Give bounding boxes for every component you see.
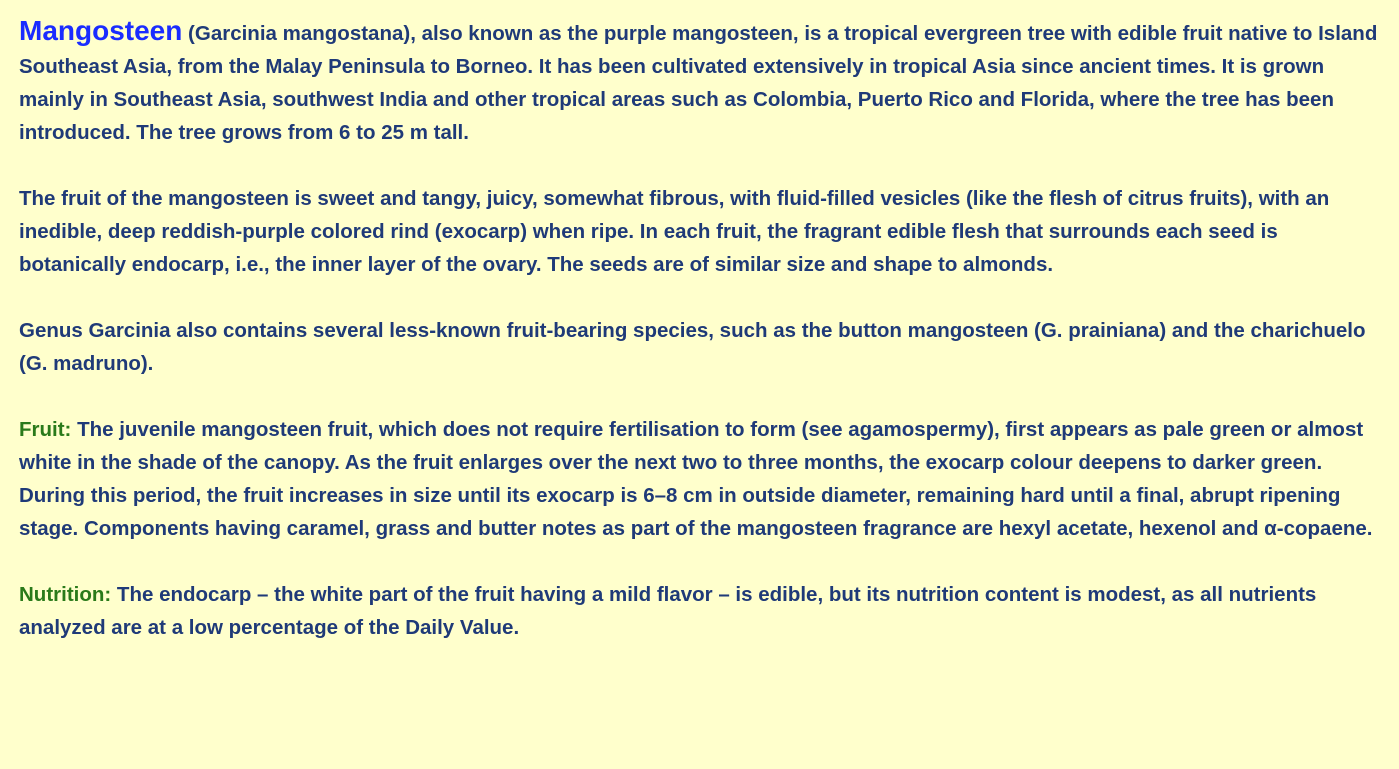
genus-paragraph: Genus Garcinia also contains several less-known fruit-bearing species, such as the button mangosteen (G. prainiana) and the charichuelo (G. madruno). [19,319,1366,375]
nutrition-section-text: The endocarp – the white part of the fruit having a mild flavor – is edible, but its nutrition content is modest, as all nutrients analyzed are at a low percentage of the Daily Value. [19,583,1317,639]
fruit-description-paragraph: The fruit of the mangosteen is sweet and tangy, juicy, somewhat fibrous, with fluid-filled vesicles (like the flesh of citrus fruits), with an inedible, deep reddish-purple colored rind (exocarp) when ripe. In each fruit, the fragrant edible flesh that surrounds each seed is botanically endocarp, i.e., the inner layer of the ovary. The seeds are of similar size and shape to almonds. [19,187,1330,276]
nutrition-section-label: Nutrition: [19,583,112,606]
fruit-section-label: Fruit: [19,418,72,441]
fruit-section-text: The juvenile mangosteen fruit, which does not require fertilisation to form (see agamospermy), first appears as pale green or almost white in the shade of the canopy. As the fruit enlarges over the next two to three months, the exocarp colour deepens to darker green. During this period, the fruit increases in size until its exocarp is 6–8 cm in outside diameter, remaining hard until a final, abrupt ripening stage. Components having caramel, grass and butter notes as part of the mangosteen fragrance are hexyl acetate, hexenol and α-copaene. [19,418,1373,540]
intro-text: (Garcinia mangostana), also known as the purple mangosteen, is a tropical evergreen tree with edible fruit native to Island Southeast Asia, from the Malay Peninsula to Borneo. It has been cultivated extensively in tropical Asia since ancient times. It is grown mainly in Southeast Asia, southwest India and other tropical areas such as Colombia, Puerto Rico and Florida, where the tree has been introduced. The tree grows from 6 to 25 m tall. [19,22,1378,144]
intro-paragraph [19,14,1383,149]
nutrition-section-paragraph [19,578,1383,644]
fruit-section-paragraph [19,413,1383,545]
page-title: Mangosteen [19,15,183,46]
